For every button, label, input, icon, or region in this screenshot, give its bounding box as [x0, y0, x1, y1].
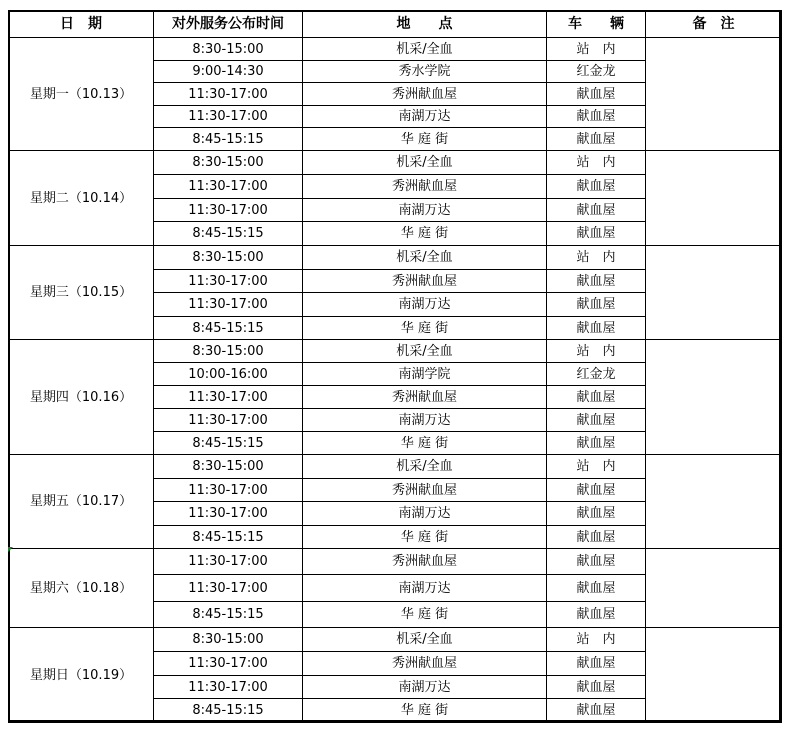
date-cell: 星期三（10.15）	[8, 245, 154, 340]
vehicle-cell: 献血屋	[546, 548, 646, 575]
place-cell: 华 庭 街	[302, 221, 547, 246]
vehicle-cell: 红金龙	[546, 60, 646, 83]
place-cell: 秀洲献血屋	[302, 174, 547, 199]
date-cell: 星期日（10.19）	[8, 627, 154, 723]
place-cell: 机采/全血	[302, 37, 547, 61]
time-cell: 11:30-17:00	[153, 501, 303, 526]
time-cell: 11:30-17:00	[153, 408, 303, 432]
place-cell: 南湖万达	[302, 105, 547, 128]
time-cell: 8:45-15:15	[153, 601, 303, 628]
note-cell	[645, 150, 782, 246]
vehicle-cell: 献血屋	[546, 82, 646, 106]
place-cell: 南湖万达	[302, 292, 547, 317]
time-cell: 11:30-17:00	[153, 105, 303, 128]
place-cell: 华 庭 街	[302, 127, 547, 151]
time-cell: 8:30-15:00	[153, 150, 303, 175]
vehicle-cell: 献血屋	[546, 316, 646, 340]
time-cell: 11:30-17:00	[153, 82, 303, 106]
time-cell: 11:30-17:00	[153, 478, 303, 502]
time-cell: 8:45-15:15	[153, 221, 303, 246]
vehicle-cell: 献血屋	[546, 269, 646, 293]
place-cell: 秀洲献血屋	[302, 651, 547, 676]
place-cell: 南湖万达	[302, 198, 547, 222]
place-cell: 秀洲献血屋	[302, 385, 547, 409]
header-place: 地 点	[302, 10, 547, 38]
time-cell: 11:30-17:00	[153, 198, 303, 222]
time-cell: 11:30-17:00	[153, 292, 303, 317]
vehicle-cell: 献血屋	[546, 221, 646, 246]
time-cell: 8:30-15:00	[153, 339, 303, 363]
time-cell: 8:45-15:15	[153, 525, 303, 549]
place-cell: 华 庭 街	[302, 431, 547, 455]
time-cell: 8:30-15:00	[153, 37, 303, 61]
vehicle-cell: 站 内	[546, 454, 646, 479]
date-cell: 星期二（10.14）	[8, 150, 154, 246]
place-cell: 南湖万达	[302, 574, 547, 602]
place-cell: 秀水学院	[302, 60, 547, 83]
time-cell: 8:45-15:15	[153, 431, 303, 455]
time-cell: 9:00-14:30	[153, 60, 303, 83]
vehicle-cell: 站 内	[546, 627, 646, 652]
place-cell: 南湖万达	[302, 675, 547, 699]
date-cell: 星期一（10.13）	[8, 37, 154, 151]
vehicle-cell: 献血屋	[546, 198, 646, 222]
note-cell	[645, 627, 782, 723]
place-cell: 华 庭 街	[302, 525, 547, 549]
vehicle-cell: 献血屋	[546, 525, 646, 549]
date-cell: 星期五（10.17）	[8, 454, 154, 549]
place-cell: 机采/全血	[302, 150, 547, 175]
time-cell: 10:00-16:00	[153, 362, 303, 386]
time-cell: 8:45-15:15	[153, 127, 303, 151]
time-cell: 11:30-17:00	[153, 574, 303, 602]
time-cell: 8:30-15:00	[153, 454, 303, 479]
vehicle-cell: 献血屋	[546, 385, 646, 409]
vehicle-cell: 献血屋	[546, 408, 646, 432]
place-cell: 机采/全血	[302, 454, 547, 479]
vehicle-cell: 献血屋	[546, 105, 646, 128]
time-cell: 11:30-17:00	[153, 651, 303, 676]
vehicle-cell: 站 内	[546, 150, 646, 175]
note-cell	[645, 548, 782, 628]
vehicle-cell: 献血屋	[546, 675, 646, 699]
vehicle-cell: 献血屋	[546, 127, 646, 151]
header-note: 备 注	[645, 10, 782, 38]
vehicle-cell: 献血屋	[546, 601, 646, 628]
place-cell: 南湖学院	[302, 362, 547, 386]
place-cell: 南湖万达	[302, 408, 547, 432]
header-date: 日 期	[8, 10, 154, 38]
vehicle-cell: 献血屋	[546, 431, 646, 455]
vehicle-cell: 红金龙	[546, 362, 646, 386]
place-cell: 机采/全血	[302, 627, 547, 652]
time-cell: 11:30-17:00	[153, 548, 303, 575]
cell-comment-marker	[8, 547, 13, 552]
vehicle-cell: 献血屋	[546, 478, 646, 502]
vehicle-cell: 站 内	[546, 37, 646, 61]
vehicle-cell: 献血屋	[546, 574, 646, 602]
time-cell: 11:30-17:00	[153, 269, 303, 293]
header-time: 对外服务公布时间	[153, 10, 303, 38]
date-cell: 星期四（10.16）	[8, 339, 154, 455]
place-cell: 秀洲献血屋	[302, 82, 547, 106]
vehicle-cell: 献血屋	[546, 651, 646, 676]
vehicle-cell: 献血屋	[546, 501, 646, 526]
time-cell: 8:30-15:00	[153, 627, 303, 652]
place-cell: 机采/全血	[302, 339, 547, 363]
vehicle-cell: 站 内	[546, 339, 646, 363]
time-cell: 11:30-17:00	[153, 174, 303, 199]
place-cell: 华 庭 街	[302, 698, 547, 723]
place-cell: 华 庭 街	[302, 316, 547, 340]
place-cell: 秀洲献血屋	[302, 478, 547, 502]
note-cell	[645, 37, 782, 151]
place-cell: 南湖万达	[302, 501, 547, 526]
place-cell: 秀洲献血屋	[302, 548, 547, 575]
header-vehicle: 车 辆	[546, 10, 646, 38]
time-cell: 11:30-17:00	[153, 675, 303, 699]
schedule-sheet	[8, 10, 781, 722]
vehicle-cell: 献血屋	[546, 292, 646, 317]
note-cell	[645, 454, 782, 549]
time-cell: 8:30-15:00	[153, 245, 303, 270]
note-cell	[645, 245, 782, 340]
time-cell: 8:45-15:15	[153, 316, 303, 340]
vehicle-cell: 站 内	[546, 245, 646, 270]
place-cell: 机采/全血	[302, 245, 547, 270]
vehicle-cell: 献血屋	[546, 698, 646, 723]
vehicle-cell: 献血屋	[546, 174, 646, 199]
note-cell	[645, 339, 782, 455]
place-cell: 秀洲献血屋	[302, 269, 547, 293]
time-cell: 11:30-17:00	[153, 385, 303, 409]
date-cell: 星期六（10.18）	[8, 548, 154, 628]
time-cell: 8:45-15:15	[153, 698, 303, 723]
place-cell: 华 庭 街	[302, 601, 547, 628]
